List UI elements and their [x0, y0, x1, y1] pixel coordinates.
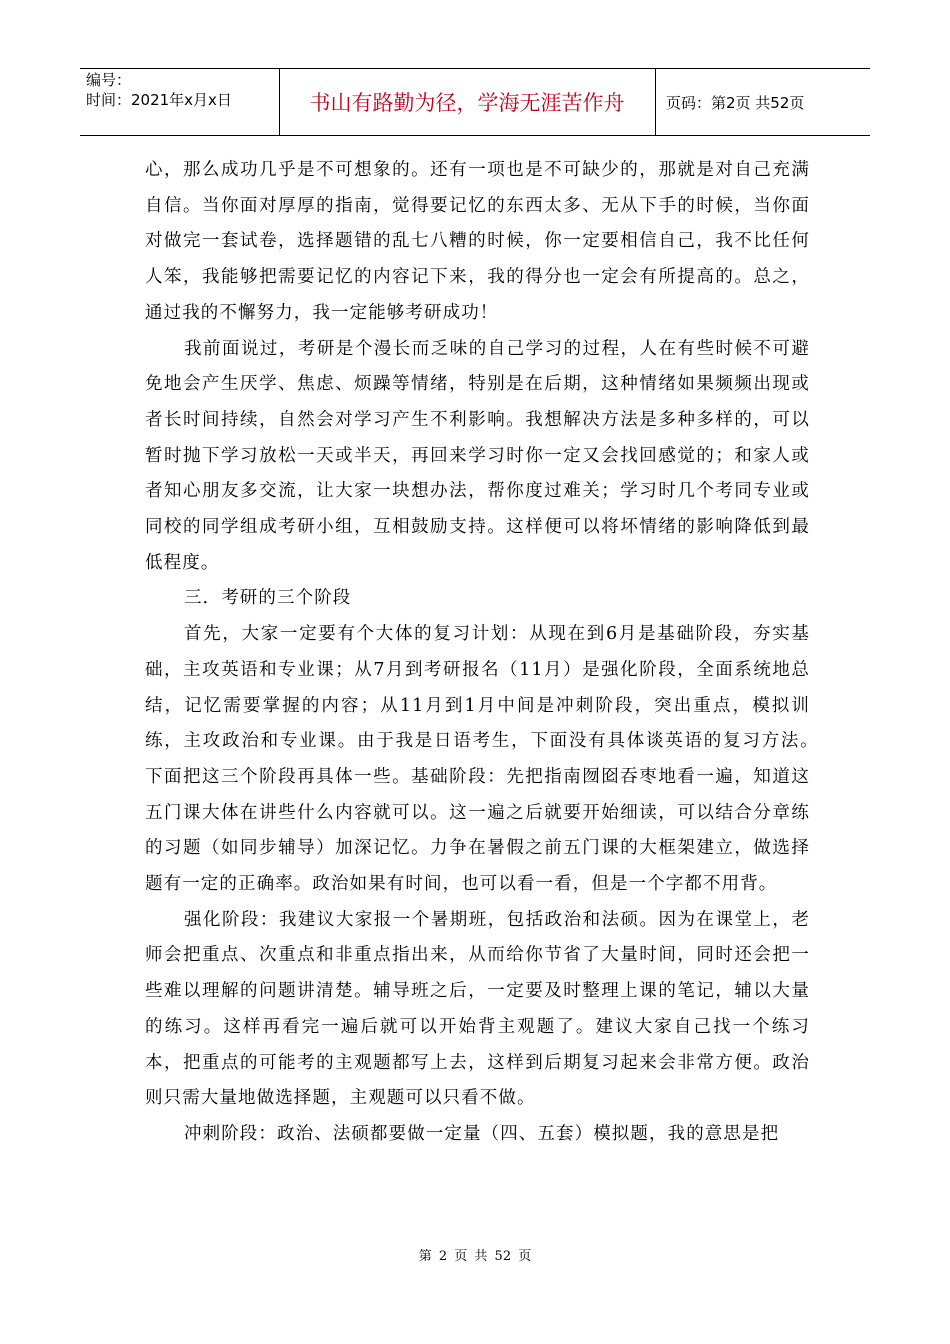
page-footer: 第 2 页 共 52 页: [418, 1249, 532, 1264]
header-top-rule: [80, 68, 870, 69]
body-text: [145, 153, 885, 1153]
paragraph-continuation: 心，那么成功几乎是不可想象的。还有一项也是不可缺少的，那就是对自己充满自信。当你面对厚厚的指南，觉得要记忆的东西太多、无从下手的时候，当你面对做完一套试卷，选择题错的乱七八糟的时候，你一定要相信自己，我不比任何人笨，我能够把需要记忆的内容记下来，我的得分也一定会有所提高的。总之，通过我的不懈努力，我一定能够考研成功！: [145, 160, 810, 323]
header-page-info: 页码：第2页 共52页: [666, 94, 805, 112]
paragraph-sprint-stage: 冲刺阶段：政治、法硕都要做一定量（四、五套）模拟题，我的意思是把: [184, 1123, 780, 1144]
paragraph-plan: 首先，大家一定要有个大体的复习计划：从现在到6月是基础阶段，夯实基础，主攻英语和专业课；从7月到考研报名（11月）是强化阶段，全面系统地总结，记忆需要掌握的内容；从11月到1月中间是冲刺阶段，突出重点，模拟训练，主攻政治和专业课。由于我是日语考生，下面没有具体谈英语的复习方法。 下面把这三个阶段再具体一些。基础阶段：先把指南囫囵吞枣地看一遍，知道这五门课大体在讲些什么内容就可以。这一遍之后就要开始细读，可以结合分章练的习题（如同步辅导）加深记忆。力争在暑假之前五门课的大框架建立，做选择题有一定的正确率。政治如果有时间，也可以看一看，但是一个字都不用背。: [145, 624, 885, 895]
header-time-label: 时间：2021年x月x日: [86, 91, 232, 109]
paragraph-intensive-stage: 强化阶段：我建议大家报一个暑期班，包括政治和法硕。因为在课堂上，老师会把重点、次重点和非重点指出来，从而给你节省了大量时间，同时还会把一些难以理解的问题讲清楚。辅导班之后，一定要及时整理上课的笔记，辅以大量的练习。这样再看完一遍后就可以开始背主观题了。建议大家自己找一个练习本，把重点的可能考的主观题都写上去，这样到后期复习起来会非常方便。政治则只需大量地做选择题，主观题可以只看不做。: [145, 909, 810, 1109]
paragraph-emotions: 我前面说过，考研是个漫长而乏味的自己学习的过程，人在有些时候不可避免地会产生厌学、焦虑、烦躁等情绪，特别是在后期，这种情绪如果频频出现或者长时间持续，自然会对学习产生不利影响。我想解决方法是多种多样的，可以暂时抛下学习放松一天或半天，再回来学习时你一定又会找回感觉的；和家人或者知心朋友多交流，让大家一块想办法，帮你度过难关；学习时几个考同专业或同校的同学组成考研小组，互相鼓励支持。这样便可以将坏情绪的影响降低到最低程度。: [145, 338, 810, 573]
section-heading: 三．考研的三个阶段: [184, 588, 352, 609]
header-motto: 书山有路勤为径，学海无涯苦作舟: [309, 91, 625, 115]
header-meta: [86, 70, 232, 110]
header-number-label: 编号：: [86, 71, 132, 89]
header-bottom-rule: [80, 135, 870, 136]
header-divider-right: [655, 68, 656, 135]
